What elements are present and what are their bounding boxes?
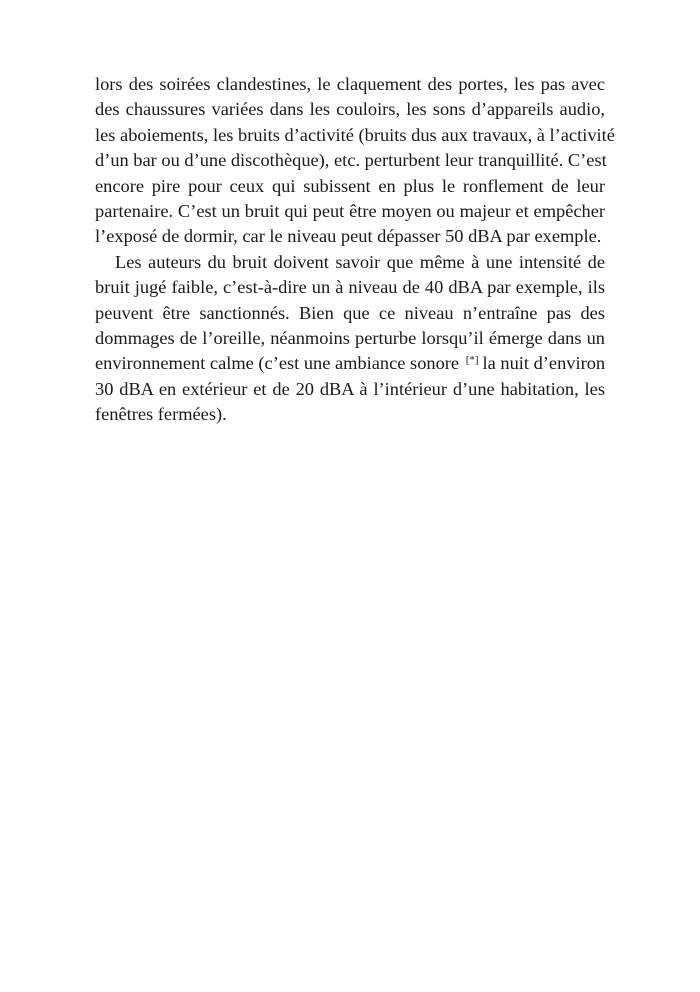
body-text (95, 72, 615, 427)
paragraph-line: d’un bar ou d’une discothèque), etc. perturbent leur tranquillité. C’est (95, 150, 607, 171)
paragraph-line: lors des soirées clandestines, le claquement des portes, les pas avec (95, 74, 605, 94)
paragraph-line: les aboiements, les bruits d’activité (bruits dus aux travaux, à l’activité (95, 124, 615, 145)
paragraph-line: l’exposé de dormir, car le niveau peut dépasser 50 dBA par exemple. (95, 226, 602, 247)
line-text-after-reference: la nuit d’environ (482, 353, 606, 374)
line-text-before-reference: environnement calme (c’est une ambiance sonore (95, 353, 460, 374)
paragraph-1 (95, 72, 615, 250)
paragraph-line: encore pire pour ceux qui subissent en plus le ronflement de leur (95, 175, 605, 196)
paragraph-line: des chaussures variées dans les couloirs, les sons d’appareils audio, (95, 99, 605, 120)
paragraph-line: fenêtres fermées). (95, 404, 227, 425)
footnote-reference[interactable]: [*] (465, 354, 479, 367)
paragraph-line: partenaire. C’est un bruit qui peut être moyen ou majeur et empêcher (95, 200, 605, 221)
paragraph-line-with-reference (95, 351, 605, 376)
paragraph-2 (95, 250, 605, 428)
paragraph-line: bruit jugé faible, c’est-à-dire un à niveau de 40 dBA par exemple, ils (95, 277, 605, 298)
paragraph-line: Les auteurs du bruit doivent savoir que même à une intensité de (115, 251, 605, 272)
paragraph-line: 30 dBA en extérieur et de 20 dBA à l’intérieur d’une habitation, les (95, 378, 605, 399)
paragraph-line: dommages de l’oreille, néanmoins perturbe lorsqu’il émerge dans un (95, 327, 605, 348)
paragraph-line: peuvent être sanctionnés. Bien que ce niveau n’entraîne pas des (95, 302, 605, 323)
